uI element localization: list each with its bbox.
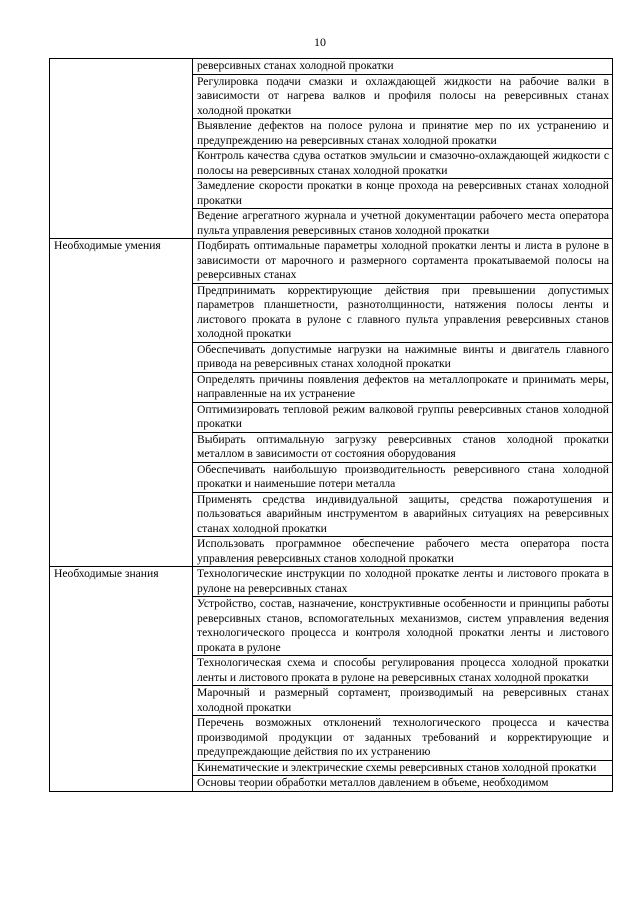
item-text: Ведение агрегатного журнала и учетной документации рабочего места оператора пульта управления реверсивных станов холодной прокатки	[193, 209, 613, 239]
item-text: Выбирать оптимальную загрузку реверсивных станов холодной прокатки металлом в зависимости от состояния оборудования	[193, 432, 613, 462]
item-text: Устройство, состав, назначение, конструктивные особенности и принципы работы реверсивных станов, вспомогательных механизмов, систем управления ведения технологического процесса и контроля холодной прокатки ленты и листового проката в рулоне	[193, 597, 613, 656]
item-text: Основы теории обработки металлов давлением в объеме, необходимом	[193, 776, 613, 792]
item-text: Подбирать оптимальные параметры холодной прокатки ленты и листа в рулоне в зависимости от марочного и размерного сортамента прокатываемой полосы на реверсивных станах	[193, 239, 613, 284]
item-text: Определять причины появления дефектов на металлопрокате и принимать меры, направленные на их устранение	[193, 372, 613, 402]
table-row	[50, 239, 613, 284]
item-text: Кинематические и электрические схемы реверсивных станов холодной прокатки	[193, 760, 613, 776]
item-text: Предпринимать корректирующие действия при превышении допустимых параметров планшетности, разнотолщинности, натяжения полосы ленты и листового проката в рулоне с главного пульта управления реверсивных станов холодной прокатки	[193, 283, 613, 342]
item-text: Регулировка подачи смазки и охлаждающей жидкости на рабочие валки в зависимости от нагрева валков и профиля полосы на реверсивных станах холодной прокатки	[193, 74, 613, 119]
section-label	[50, 59, 193, 239]
item-text: Использовать программное обеспечение рабочего места оператора поста управления реверсивных станов холодной прокатки	[193, 537, 613, 567]
item-text: Обеспечивать допустимые нагрузки на нажимные винты и двигатель главного привода на реверсивных станах холодной прокатки	[193, 342, 613, 372]
item-text: Замедление скорости прокатки в конце прохода на реверсивных станах холодной прокатки	[193, 179, 613, 209]
item-text: Перечень возможных отклонений технологического процесса и качества производимой продукции от заданных требований и корректирующие и предупреждающие действия по их устранению	[193, 716, 613, 761]
section-label: Необходимые умения	[50, 239, 193, 567]
item-text: Применять средства индивидуальной защиты, средства пожаротушения и пользоваться аварийным инструментом в аварийных ситуациях на реверсивных станах холодной прокатки	[193, 492, 613, 537]
table-row	[50, 59, 613, 75]
item-text: Технологическая схема и способы регулирования процесса холодной прокатки ленты и листового проката в рулоне на реверсивных станах холодной прокатки	[193, 656, 613, 686]
section-label: Необходимые знания	[50, 567, 193, 792]
item-text: реверсивных станах холодной прокатки	[193, 59, 613, 75]
page-number: 10	[314, 35, 326, 49]
table-row	[50, 567, 613, 597]
competency-table	[49, 58, 613, 792]
item-text: Выявление дефектов на полосе рулона и принятие мер по их устранению и предупреждению на реверсивных станах холодной прокатки	[193, 119, 613, 149]
table-body	[50, 59, 613, 792]
item-text: Контроль качества сдува остатков эмульсии и смазочно-охлаждающей жидкости с полосы на реверсивных станах холодной прокатки	[193, 149, 613, 179]
item-text: Марочный и размерный сортамент, производимый на реверсивных станах холодной прокатки	[193, 686, 613, 716]
item-text: Технологические инструкции по холодной прокатке ленты и листового проката в рулоне на реверсивных станах	[193, 567, 613, 597]
item-text: Обеспечивать наибольшую производительность реверсивного стана холодной прокатки и наименьшие потери металла	[193, 462, 613, 492]
item-text: Оптимизировать тепловой режим валковой группы реверсивных станов холодной прокатки	[193, 402, 613, 432]
